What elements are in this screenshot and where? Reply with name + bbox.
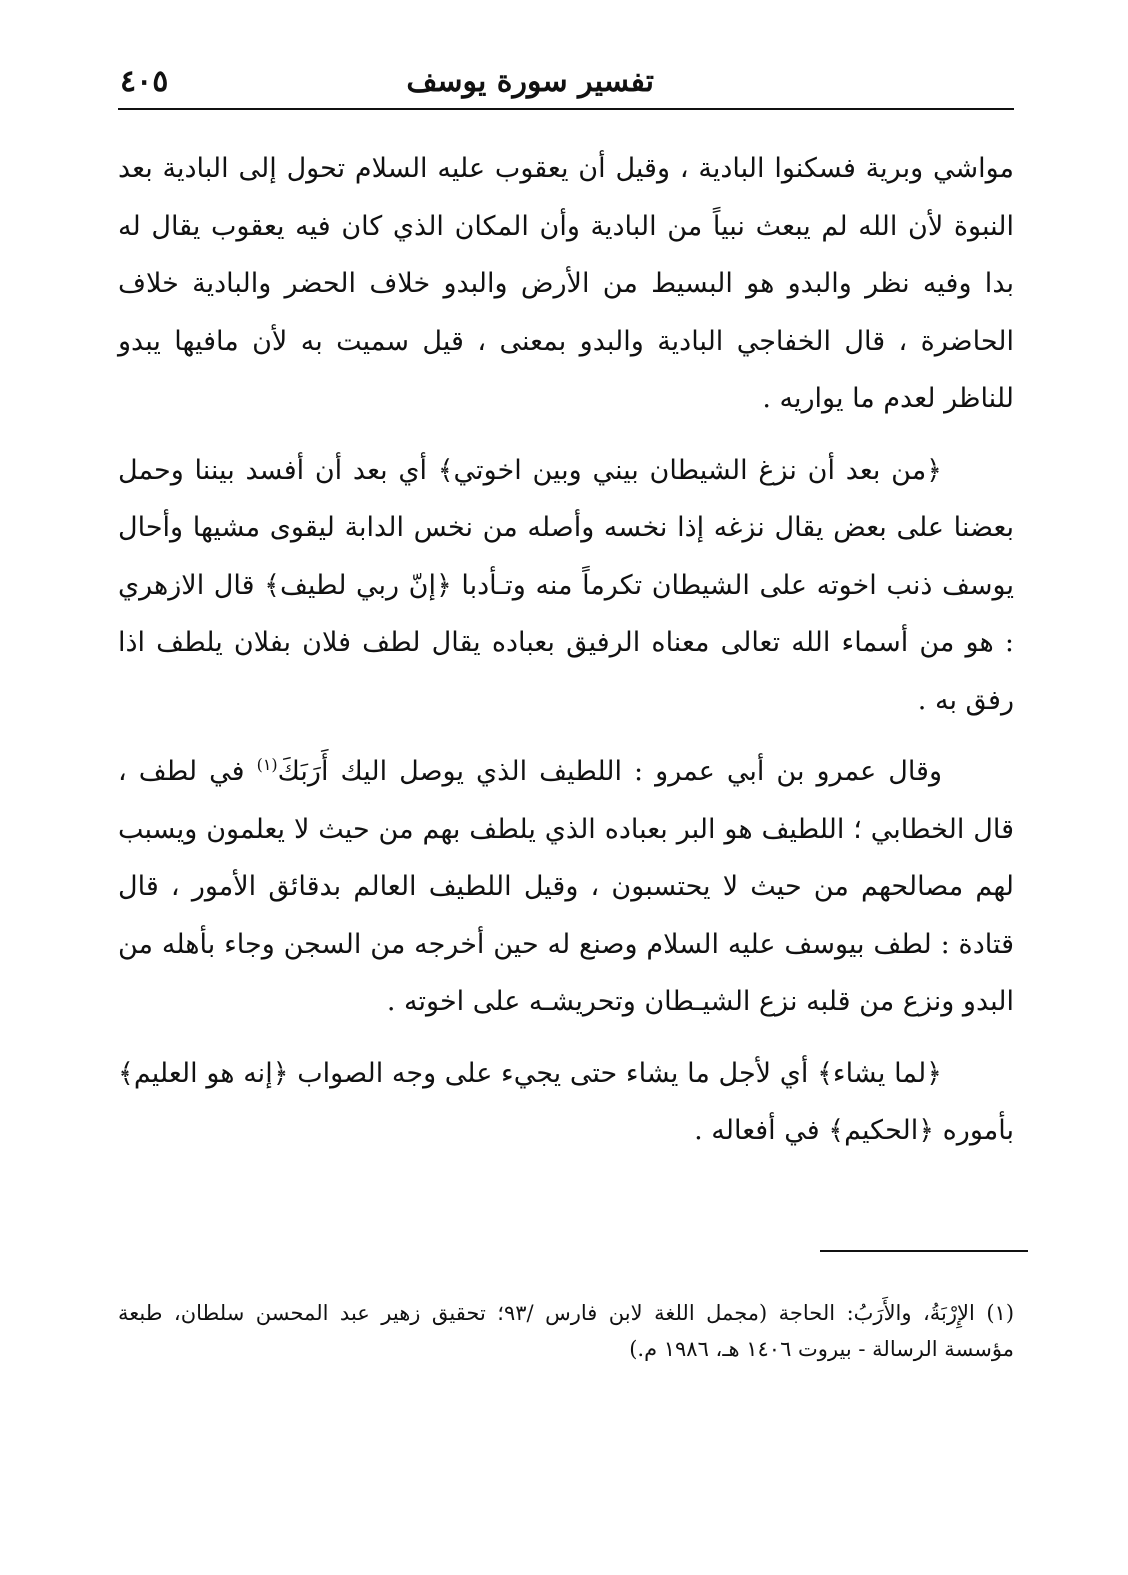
main-text [118,140,1014,1174]
footnotes [118,1295,1014,1367]
paragraph-3-text-after: في لطف ، قال الخطابي ؛ اللطيف هو البر بعباده الذي يلطف بهم من حيث لا يعلمون ويسبب لهم مصالحهم من حيث لا يحتسبون ، وقيل اللطيف العالم بدقائق الأمور ، قال قتادة : لطف بيوسف عليه السلام وصنع له حين أخرجه من السجن وجاء بأهله من البدو ونزع من قلبه نزع الشيـطان وتحريشـه على اخوته . [118,756,1014,1017]
header-rule [118,108,1014,110]
page-number: ٤٠٥ [120,64,169,99]
footnote-reference[interactable]: (١) [256,755,278,774]
footnote-separator [820,1250,1028,1252]
paragraph-2: ﴿من بعد أن نزغ الشيطان بيني وبين اخوتي﴾ أي بعد أن أفسد بيننا وحمل بعضنا على بعض يقال نزغه إذا نخسه وأصله من نخس الدابة ليقوى مشيها وأحال يوسف ذنب اخوته على الشيطان تكرماً منه وتـأدبا ﴿إنّ ربي لطيف﴾ قال الازهري : هو من أسماء الله تعالى معناه الرفيق بعباده يقال لطف فلان بفلان يلطف اذا رفق به . [118,454,1014,716]
footnote-1: (١) الإِرْبَةُ، والأَرَبُ: الحاجة (مجمل اللغة لابن فارس /٩٣؛ تحقيق زهير عبد المحسن سلطان، طبعة مؤسسة الرسالة - بيروت ١٤٠٦ هـ، ١٩٨٦ م.) [118,1301,1015,1361]
paragraph-3-text-before: وقال عمرو بن أبي عمرو : اللطيف الذي يوصل اليك أَرَبَكَ [277,756,942,787]
page-header [118,62,1014,106]
paragraph-3 [118,743,1014,1031]
paragraph-4: ﴿لما يشاء﴾ أي لأجل ما يشاء حتى يجيء على وجه الصواب ﴿إنه هو العليم﴾ بأموره ﴿الحكيم﴾ في أفعاله . [118,1057,1014,1146]
running-title: تفسير سورة يوسف [406,64,654,99]
paragraph-1: مواشي وبرية فسكنوا البادية ، وقيل أن يعقوب عليه السلام تحول إلى البادية بعد النبوة لأن الله لم يبعث نبياً من البادية وأن المكان الذي كان فيه يعقوب يقال له بدا وفيه نظر والبدو هو البسيط من الأرض والبدو خلاف الحضر والبادية خلاف الحاضرة ، قال الخفاجي البادية والبدو بمعنى ، قيل سميت به لأن مافيها يبدو للناظر لعدم ما يواريه . [118,153,1014,414]
